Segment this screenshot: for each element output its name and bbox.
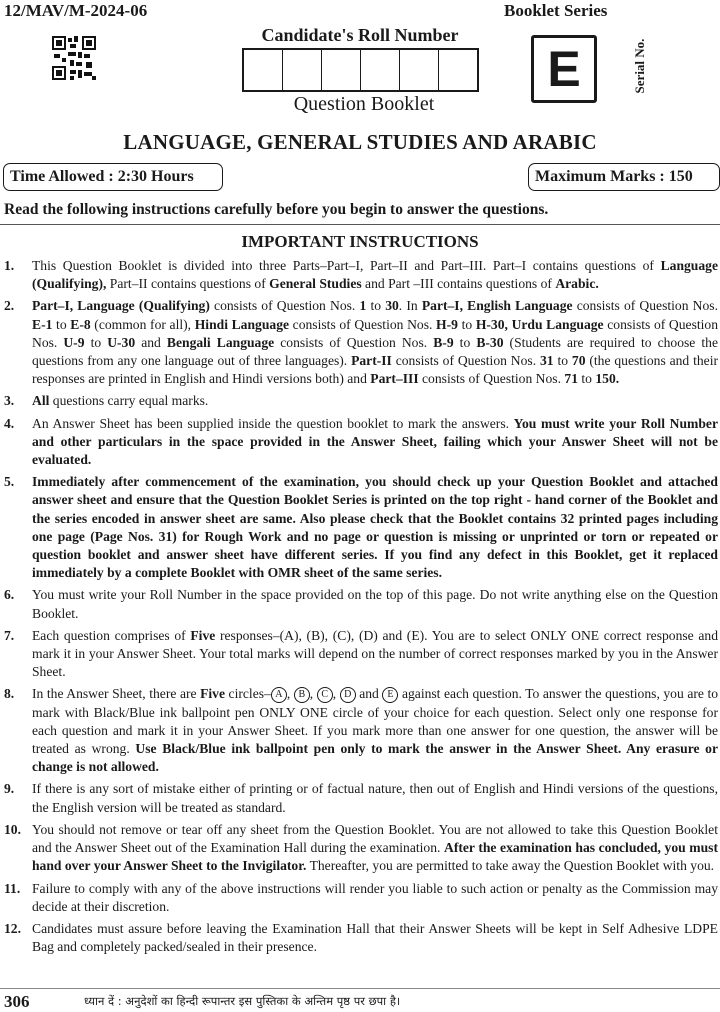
instruction-text [32,920,718,956]
text-run: In the Answer Sheet, there are [32,686,201,702]
text-run: (Students are required to choose the questions from any one language out of three languages). [32,334,718,369]
bold-text: You must write your Roll Number and other particulars in the space provided in the Answer Sheet, failing which your Answer Sheet will not be evaluated. [32,415,718,468]
text-run: , [332,686,340,702]
instruction-text [32,415,718,470]
roll-digit-box[interactable] [438,50,477,90]
text-run: against each question. To answer the questions, you are to mark with Black/Blue ink ballpoint pen ONLY ONE circle of your choice for each question. Select only one response for each question and mark it in your Answer Sheet. If you mark more than one answer for one question, the answer will be treated as wrong. [32,686,719,757]
instruction-number: 1. [4,258,15,273]
instruction-text [32,627,718,682]
instruction-number: 6. [4,587,15,603]
text-run: , [309,686,317,702]
bold-text: Part–III [370,371,419,387]
bold-text: E-1 [32,316,53,332]
text-run: Candidates must assure before leaving the Examination Hall that their Answer Sheets will be kept in Self Adhesive LDPE Bag and completely packed/sealed in their presence. [32,920,718,955]
paper-title: LANGUAGE, GENERAL STUDIES AND ARABIC [123,130,597,154]
qr-code-icon [52,36,96,80]
instruction-text [32,780,718,816]
divider [0,224,720,225]
text-run: to [553,353,572,369]
instruction-number: 8. [4,686,15,702]
instruction-number: 11. [4,880,21,896]
answer-circle-icon: A [271,687,287,703]
bold-text: B-30 [476,334,504,350]
instruction-item [4,392,718,410]
bold-text: Five [200,686,226,702]
roll-digit-box[interactable] [360,50,399,90]
text-run: and Part –III contains questions of [361,276,556,292]
booklet-series-letter: E [531,35,597,103]
important-instructions-heading: IMPORTANT INSTRUCTIONS [241,232,479,251]
instruction-text [32,297,718,388]
text-run: responses–(A), (B), (C), (D) and (E). You are to select ONLY ONE correct response and mark it in your Answer Sheet. Your total marks will depend on the number of correct responses marked by you in the Answer Sheet. [32,627,718,680]
instruction-text [32,586,718,622]
instruction-text [32,473,718,582]
bold-text: Bengali Language [166,334,275,350]
instruction-number: 12. [4,920,21,936]
answer-circle-icon: E [382,687,398,703]
text-run: (common for all), [90,316,195,332]
instruction-item [4,821,718,876]
text-run: questions carry equal marks. [49,393,209,409]
instruction-text [32,821,718,876]
instruction-text [32,880,718,916]
text-run: consists of Question Nos. [274,334,434,350]
paper-code: 12/MAV/M-2024-06 [4,1,148,20]
instruction-item [4,880,718,916]
question-booklet-label: Question Booklet [293,93,435,115]
bold-text: Immediately after commencement of the examination, you should check up your Question Booklet and attached answer sheet and ensure that the Question Booklet Series is printed on the top right - hand corner of the Booklet and the series encoded in answer sheet are same. Also please check that the Booklet contains 32 printed pages including one page (Page Nos. 31) for Rough Work and no page or question is missing or unprinted or torn or repeated or question booklet and answer sheet have different series. If you find any defect in this Booklet, get it replaced immediately by a complete Booklet with OMR sheet of the same series. [32,474,718,581]
maximum-marks-badge: Maximum Marks : 150 [528,163,720,191]
bold-text: 1 [359,298,367,314]
instructions-list [4,257,718,960]
read-instructions-line: Read the following instructions carefully before you begin to answer the questions. [4,201,549,218]
bold-text: All [32,393,50,409]
text-run: If there is any sort of mistake either of printing or of factual nature, then out of English and Hindi versions of the questions, the English version will be treated as standard. [32,781,718,815]
text-run: consists of Question Nos. [32,316,719,350]
answer-circle-icon: D [340,687,356,703]
bold-text: Part–I, Language (Qualifying) [32,298,210,314]
bold-text: Hindi Language [194,316,290,332]
bold-text: 70 [571,353,586,369]
instruction-text [32,257,718,293]
text-run: to [577,371,596,387]
roll-number-boxes[interactable] [242,48,479,92]
bold-text: E-8 [70,316,91,332]
text-run: , [286,686,294,702]
answer-circle-icon: C [317,687,333,703]
instruction-item [4,920,718,956]
instruction-number: 10. [4,821,21,837]
instruction-text [32,392,718,410]
bold-text: Arabic. [555,276,599,292]
text-run: . In [398,298,422,314]
instruction-text [32,685,718,776]
instruction-item [4,473,718,582]
text-run: consists of Question Nos. [572,298,718,314]
text-run: and [355,686,383,702]
roll-digit-box[interactable] [399,50,438,90]
text-run: Part–II contains questions of [106,276,270,292]
instruction-number: 3. [4,393,15,409]
bold-text: 30 [385,298,399,314]
text-run: Failure to comply with any of the above instructions will render you liable to such action or penalty as the Commission may decide at their discretion. [32,880,718,914]
instruction-number: 2. [4,298,15,314]
text-run: to [366,298,386,314]
footer-divider [0,988,720,989]
bold-text: H-9 [436,316,458,332]
text-run: You should not remove or tear off any sheet from the Question Booklet. You are not allowed to take this Question Booklet and the Answer Sheet out of the Examination Hall during the examination. [32,821,718,856]
instruction-item [4,780,718,816]
text-run: to [457,316,476,332]
text-run: circles– [225,686,271,702]
instruction-item [4,257,718,293]
page-number: 306 [4,992,30,1011]
text-run: to [84,334,108,350]
serial-number-label: Serial No. [632,38,647,94]
instruction-number: 7. [4,627,15,643]
roll-digit-box[interactable] [244,50,282,90]
booklet-series-label: Booklet Series [504,1,608,20]
roll-digit-box[interactable] [321,50,360,90]
text-run: consists of Question Nos. [209,298,360,314]
bold-text: U-9 [63,334,85,350]
bold-text: Language (Qualifying), [32,258,718,292]
bold-text: Part-II [351,353,392,369]
text-run: Each question comprises of [32,627,191,643]
text-run: consists of Question Nos. [289,316,437,332]
bold-text: B-9 [433,334,454,350]
instruction-item [4,685,718,776]
text-run: and [135,334,167,350]
bold-text: Part–I, English Language [421,298,573,314]
answer-circle-icon: B [294,687,310,703]
text-run: Thereafter, you are permitted to take away the Question Booklet with you. [306,858,715,874]
instruction-item [4,415,718,470]
time-allowed-badge: Time Allowed : 2:30 Hours [3,163,223,191]
bold-text: 31 [539,353,554,369]
bold-text: General Studies [269,276,362,292]
instruction-item [4,627,718,682]
roll-digit-box[interactable] [282,50,321,90]
bold-text: Use Black/Blue ink ballpoint pen only to mark the answer in the Answer Sheet. Any erasure or change is not allowed. [32,741,719,775]
text-run: consists of Question Nos. [391,353,540,369]
text-run: to [453,334,477,350]
bold-text: 71 [564,371,578,387]
hindi-version-note: ध्यान दें : अनुदेशों का हिन्दी रूपान्तर इस पुस्तिका के अन्तिम पृष्ठ पर छपा है। [84,994,401,1008]
roll-number-label: Candidate's Roll Number [261,25,459,45]
text-run: This Question Booklet is divided into three Parts–Part–I, Part–II and Part–III. Part–I contains questions of [32,258,661,273]
text-run: consists of Question Nos. [418,371,565,387]
text-run: An Answer Sheet has been supplied inside the question booklet to mark the answers. [32,415,514,431]
instruction-number: 5. [4,474,15,490]
instruction-number: 9. [4,781,15,797]
text-run: to [52,316,71,332]
bold-text: U-30 [107,334,136,350]
bold-text: After the examination has concluded, you must hand over your Answer Sheet to the Invigilator. [32,840,719,874]
bold-text: 150. [595,371,620,387]
bold-text: Five [190,627,216,643]
text-run: (the questions and their responses are printed in English and Hindi versions both) and [32,353,719,387]
bold-text: H-30, Urdu Language [475,316,604,332]
instruction-item [4,297,718,388]
instruction-item [4,586,718,622]
text-run: You must write your Roll Number in the space provided on the top of this page. Do not write anything else on the Question Booklet. [32,587,718,621]
instruction-number: 4. [4,415,15,431]
